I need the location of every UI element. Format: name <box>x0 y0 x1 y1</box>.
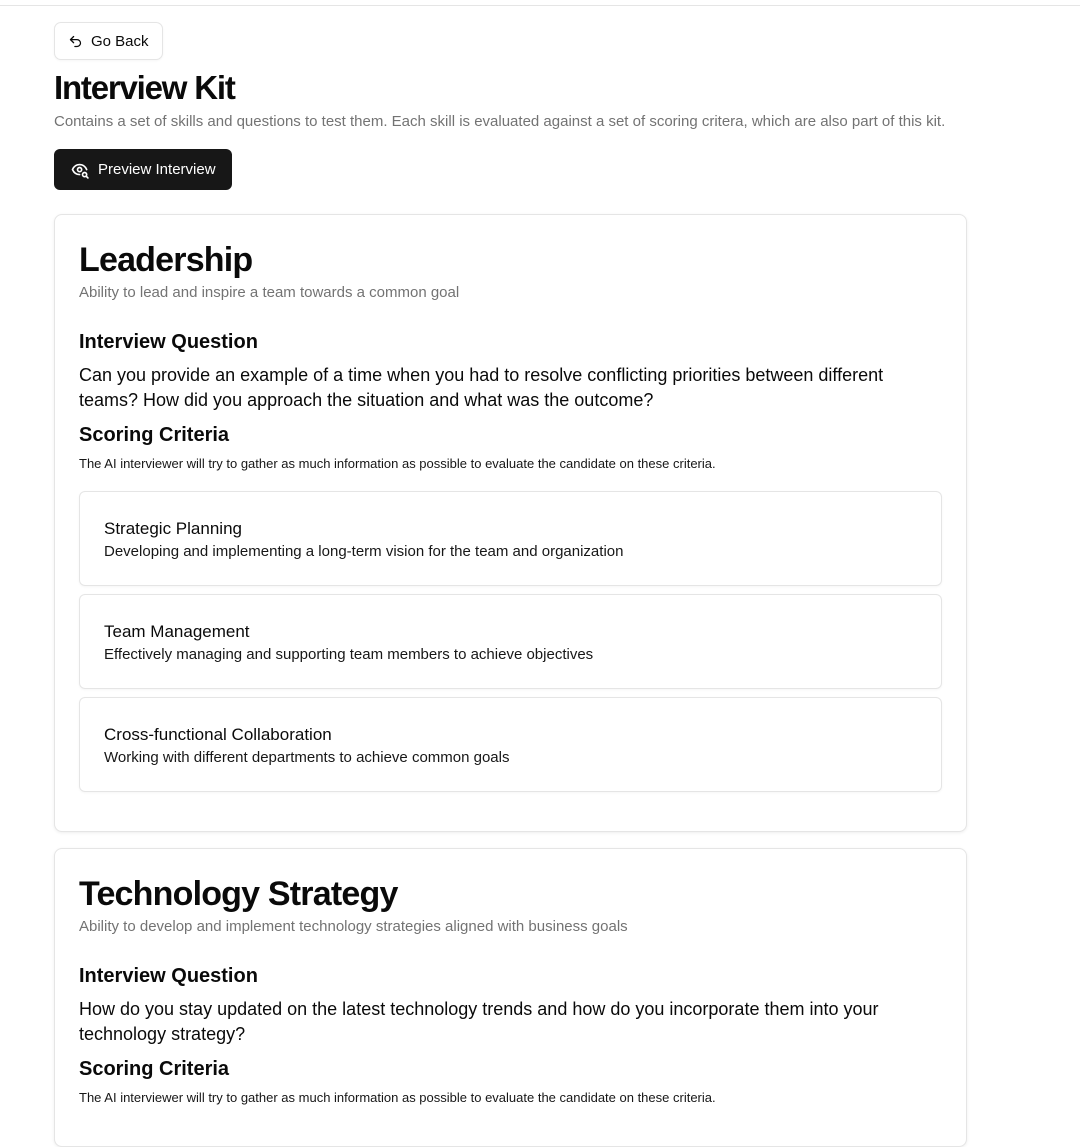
criterion-description: Developing and implementing a long-term vision for the team and organization <box>104 543 624 560</box>
undo-arrow-icon <box>68 34 83 49</box>
preview-interview-button[interactable] <box>54 149 232 190</box>
interview-question-heading: Interview Question <box>79 331 258 353</box>
criterion-description: Working with different departments to achieve common goals <box>104 749 510 766</box>
criterion-name: Strategic Planning <box>104 519 242 538</box>
skill-title: Technology Strategy <box>79 875 398 913</box>
criterion-name: Cross-functional Collaboration <box>104 725 332 744</box>
scoring-criteria-heading: Scoring Criteria <box>79 1058 230 1080</box>
preview-interview-label: Preview Interview <box>98 161 216 178</box>
scoring-criteria-note: The AI interviewer will try to gather as much information as possible to evaluate the candidate on these criteria. <box>79 456 716 471</box>
page-subtitle: Contains a set of skills and questions to test them. Each skill is evaluated against a set of scoring critera, which are also part of this kit. <box>54 113 946 130</box>
interview-question-text: Can you provide an example of a time when you had to resolve conflicting priorities between different teams? How did you approach the situation and what was the outcome? <box>79 365 884 410</box>
criterion-name: Team Management <box>104 622 250 641</box>
scoring-criteria-note: The AI interviewer will try to gather as much information as possible to evaluate the candidate on these criteria. <box>79 1090 716 1105</box>
eye-search-icon <box>70 160 90 180</box>
go-back-button[interactable] <box>54 22 163 60</box>
criterion-description: Effectively managing and supporting team members to achieve objectives <box>104 646 594 663</box>
page-title: Interview Kit <box>54 69 235 106</box>
skill-card-technology-strategy <box>54 848 967 1147</box>
skill-description: Ability to develop and implement technology strategies aligned with business goals <box>79 918 628 935</box>
criteria-list <box>79 491 942 792</box>
interview-question-heading: Interview Question <box>79 965 258 987</box>
interview-kit-page <box>54 22 967 1147</box>
criterion-card <box>79 594 942 689</box>
go-back-label: Go Back <box>91 32 149 50</box>
skill-card-leadership <box>54 214 967 832</box>
scoring-criteria-heading: Scoring Criteria <box>79 424 230 446</box>
skill-description: Ability to lead and inspire a team towards a common goal <box>79 284 460 301</box>
interview-question-text: How do you stay updated on the latest technology trends and how do you incorporate them into your technology strategy? <box>79 999 879 1044</box>
top-divider <box>0 5 1080 6</box>
skill-title: Leadership <box>79 241 253 279</box>
criterion-card <box>79 491 942 586</box>
criterion-card <box>79 697 942 792</box>
